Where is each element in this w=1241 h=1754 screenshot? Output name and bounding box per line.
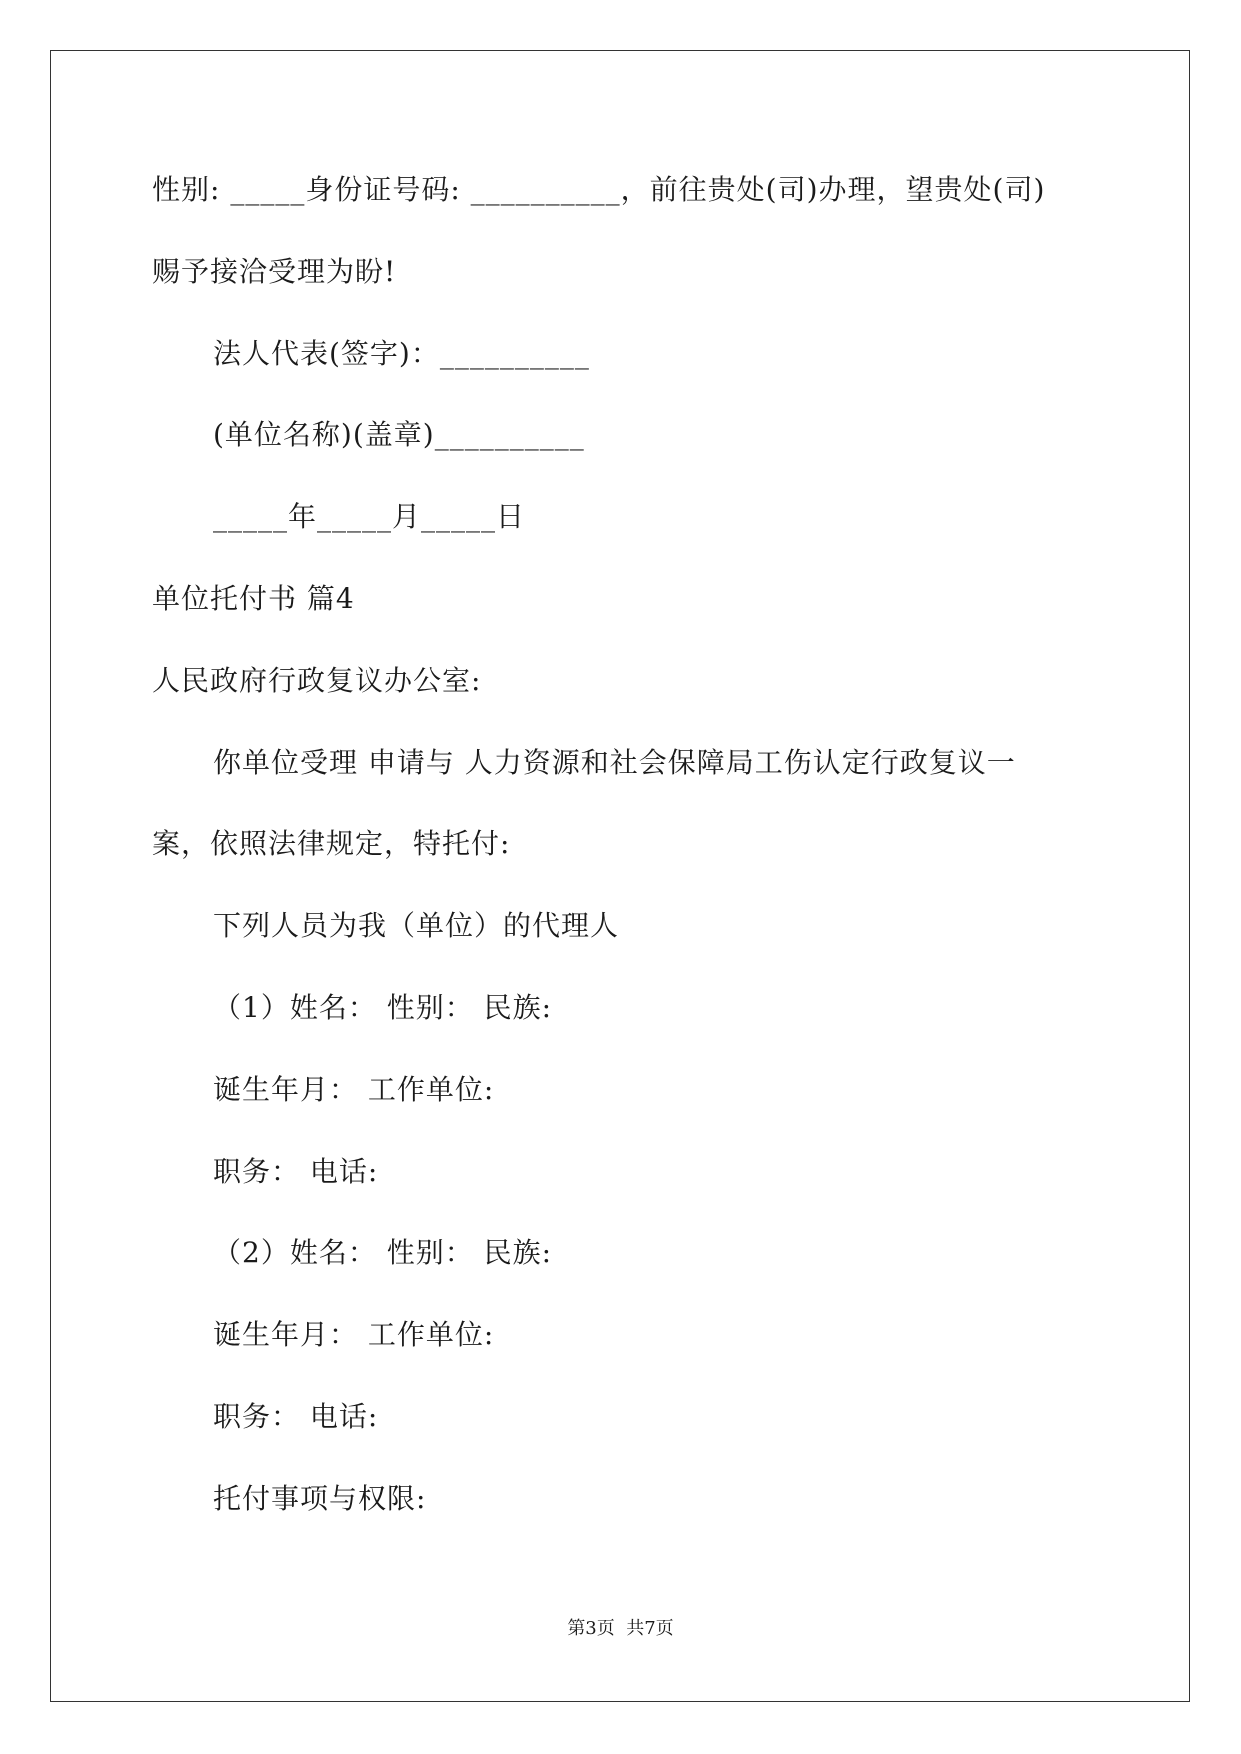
body-line-gender-id: 性别: _____身份证号码: __________，前往贵处(司)办理，望贵处(司) — [152, 173, 1046, 206]
body-line-legal-representative: 法人代表(签字)：__________ — [213, 337, 590, 370]
page-frame — [50, 50, 1190, 1702]
body-line-agent2-birth: 诞生年月： 工作单位: — [213, 1318, 495, 1351]
body-line-unit-seal: (单位名称)(盖章)__________ — [213, 418, 585, 451]
body-line-agent2-name: （2）姓名： 性别： 民族: — [213, 1236, 553, 1269]
body-line-agent1-position: 职务： 电话: — [213, 1155, 379, 1188]
body-line-date: _____年_____月_____日 — [213, 500, 526, 533]
body-line-agent1-name: （1）姓名： 性别： 民族: — [213, 991, 553, 1024]
page-number-footer: 第3页 共7页 — [567, 1618, 674, 1639]
body-line-agent1-birth: 诞生年月： 工作单位: — [213, 1073, 495, 1106]
section-heading: 单位托付书 篇4 — [152, 582, 355, 615]
body-line-authority: 托付事项与权限: — [213, 1482, 427, 1515]
body-line-agents-intro: 下列人员为我（单位）的代理人 — [213, 909, 620, 942]
body-line-agent2-position: 职务： 电话: — [213, 1400, 379, 1433]
body-line-case-continued: 案，依照法律规定，特托付: — [152, 827, 511, 860]
body-line-reception: 赐予接洽受理为盼! — [152, 255, 397, 288]
body-line-addressee: 人民政府行政复议办公室: — [152, 664, 482, 697]
body-line-case: 你单位受理 申请与 人力资源和社会保障局工伤认定行政复议一 — [213, 746, 1016, 779]
